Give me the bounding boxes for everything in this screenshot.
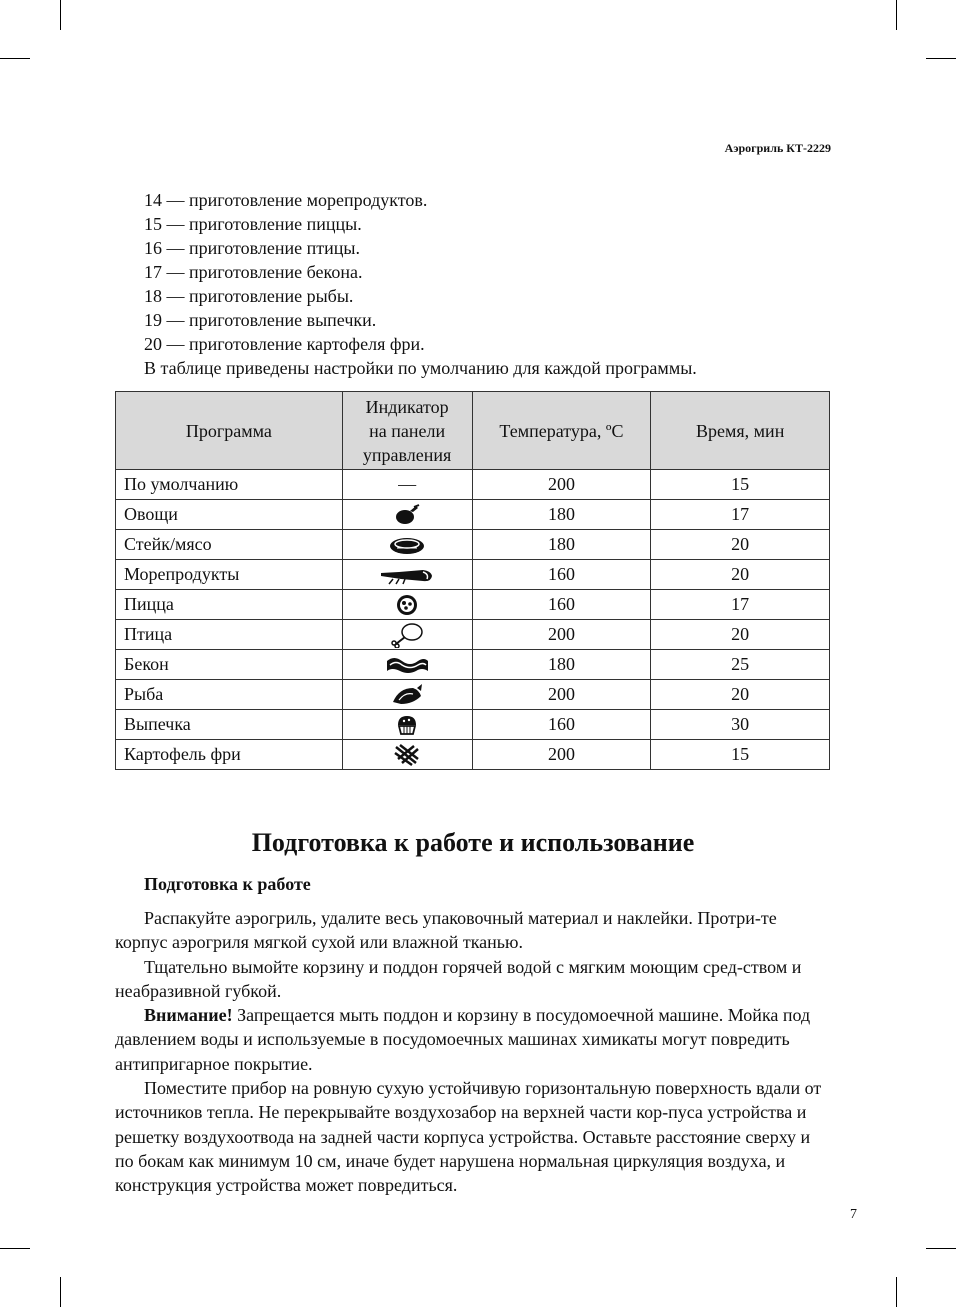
table-row [116, 590, 830, 620]
table-row [116, 680, 830, 710]
header-temperature: Температура, ºС [472, 392, 651, 470]
cell-temperature: 200 [472, 680, 651, 710]
table-row [116, 530, 830, 560]
table-header-row [116, 392, 830, 470]
table-row [116, 620, 830, 650]
cell-time: 20 [651, 620, 830, 650]
cell-time: 15 [651, 470, 830, 500]
program-settings-table [115, 391, 830, 770]
list-item: 18 — приготовление рыбы. [144, 286, 354, 306]
cell-program: Рыба [116, 680, 343, 710]
cell-indicator [342, 710, 472, 740]
cell-temperature: 200 [472, 470, 651, 500]
eggplant-icon [392, 503, 422, 527]
crop-mark [0, 1248, 30, 1249]
header-indicator-line: на панели [369, 420, 446, 441]
list-item: 20 — приготовление картофеля фри. [144, 334, 425, 354]
fries-icon [392, 743, 422, 767]
crop-mark [60, 0, 61, 30]
cell-indicator [342, 620, 472, 650]
cell-indicator [342, 530, 472, 560]
paragraph: Тщательно вымойте корзину и поддон горячей водой с мягким моющим сред-ством и неабразивной губкой. [115, 956, 802, 1001]
cell-indicator [342, 560, 472, 590]
cell-time: 17 [651, 590, 830, 620]
fish-icon [389, 682, 425, 708]
table-intro: В таблице приведены настройки по умолчанию для каждой программы. [144, 358, 697, 378]
steak-icon [387, 533, 427, 557]
cell-indicator [342, 590, 472, 620]
list-item: 15 — приготовление пиццы. [144, 214, 362, 234]
header-indicator-line: Индикатор [365, 396, 449, 417]
list-item: 14 — приготовление морепродуктов. [144, 190, 428, 210]
cell-time: 20 [651, 680, 830, 710]
shrimp-icon [379, 563, 435, 587]
cell-time: 20 [651, 560, 830, 590]
cell-temperature: 180 [472, 500, 651, 530]
table-row [116, 470, 830, 500]
crop-mark [896, 0, 897, 30]
cell-program: Пицца [116, 590, 343, 620]
cell-program: Морепродукты [116, 560, 343, 590]
header-time: Время, мин [651, 392, 830, 470]
table-row [116, 560, 830, 590]
cell-indicator: — [342, 470, 472, 500]
running-header: Аэрогриль КТ-2229 [724, 141, 831, 155]
bacon-icon [384, 653, 430, 677]
crop-mark [896, 1277, 897, 1307]
header-program: Программа [116, 392, 343, 470]
cell-program: По умолчанию [116, 470, 343, 500]
program-list [144, 188, 697, 380]
cell-temperature: 200 [472, 620, 651, 650]
list-item: 19 — приготовление выпечки. [144, 310, 377, 330]
paragraph [115, 1003, 831, 1076]
cell-indicator [342, 680, 472, 710]
section-subtitle: Подготовка к работе [144, 874, 311, 894]
drumstick-icon [389, 622, 425, 648]
crop-mark [60, 1277, 61, 1307]
muffin-icon [394, 713, 420, 737]
cell-temperature: 180 [472, 650, 651, 680]
cell-temperature: 160 [472, 590, 651, 620]
cell-program: Стейк/мясо [116, 530, 343, 560]
pizza-icon [394, 593, 420, 617]
crop-mark [0, 58, 30, 59]
warning-text: Запрещается мыть поддон и корзину в посудомоечной машине. Мойка под давлением воды и используемые в посудомоечных машинах химикаты могут повредить антипригарное покрытие. [115, 1005, 811, 1074]
cell-program: Картофель фри [116, 740, 343, 770]
list-item: 17 — приготовление бекона. [144, 262, 363, 282]
cell-program: Овощи [116, 500, 343, 530]
header-indicator-line: управления [362, 444, 452, 465]
cell-program: Бекон [116, 650, 343, 680]
cell-indicator [342, 740, 472, 770]
table-row [116, 500, 830, 530]
section-title: Подготовка к работе и использование [251, 828, 695, 857]
cell-time: 30 [651, 710, 830, 740]
warning-label: Внимание! [144, 1005, 233, 1026]
cell-time: 17 [651, 500, 830, 530]
cell-program: Выпечка [116, 710, 343, 740]
table-row [116, 650, 830, 680]
paragraph: Поместите прибор на ровную сухую устойчивую горизонтальную поверхность вдали от источников тепла. Не перекрывайте воздухозабор на верхней части кор-пуса устройства и решетку воздухоотвода на задней части корпуса устройства. Оставьте расстояние сверху и по бокам как минимум 10 см, иначе будет нарушена нормальная циркуляция воздуха, и конструкция устройства может повредиться. [115, 1078, 822, 1196]
header-indicator [342, 392, 472, 470]
cell-program: Птица [116, 620, 343, 650]
cell-time: 25 [651, 650, 830, 680]
table-row [116, 740, 830, 770]
paragraph: Распакуйте аэрогриль, удалите весь упаковочный материал и наклейки. Протри-те корпус аэрогриля мягкой сухой или влажной тканью. [115, 908, 777, 953]
crop-mark [926, 1248, 956, 1249]
cell-temperature: 160 [472, 560, 651, 590]
cell-temperature: 200 [472, 740, 651, 770]
cell-time: 20 [651, 530, 830, 560]
cell-temperature: 160 [472, 710, 651, 740]
table-row [116, 710, 830, 740]
crop-mark [926, 58, 956, 59]
cell-temperature: 180 [472, 530, 651, 560]
cell-indicator [342, 500, 472, 530]
page-number: 7 [850, 1207, 857, 1222]
body-text [115, 906, 831, 1198]
list-item: 16 — приготовление птицы. [144, 238, 360, 258]
cell-time: 15 [651, 740, 830, 770]
cell-indicator [342, 650, 472, 680]
